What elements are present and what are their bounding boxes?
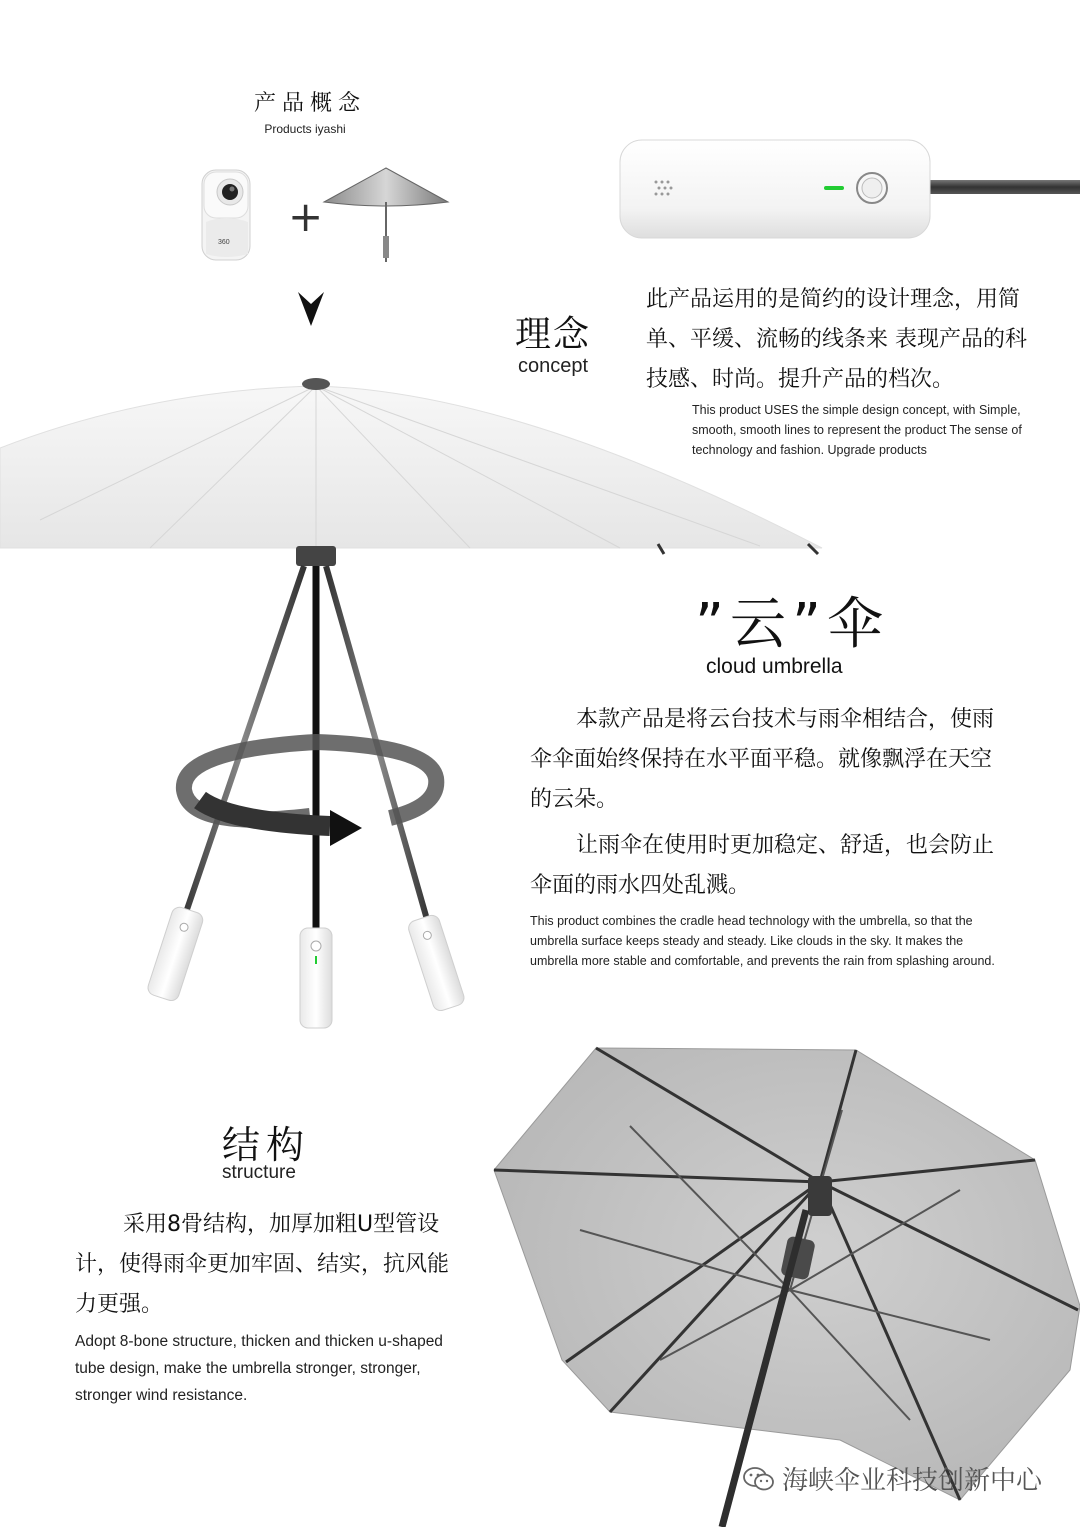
idea-title: 理念 bbox=[515, 314, 592, 355]
structure-title: 结构 bbox=[222, 1123, 311, 1167]
camera-illustration bbox=[196, 166, 256, 264]
idea-description-en: This product USES the simple design concept, with Simple, smooth, smooth lines to represent the product The sense of technology and fashion. Upgrade products bbox=[692, 403, 1022, 457]
wechat-icon bbox=[742, 1465, 776, 1493]
idea-description-zh: 此产品运用的是简约的设计理念，用简单、平缓、流畅的线条来 表现产品的科技感、时尚。提升产品的档次。 bbox=[646, 287, 1027, 392]
structure-subtitle: structure bbox=[222, 1162, 296, 1183]
watermark bbox=[742, 1460, 1042, 1497]
cloud-description-zh-2: 让雨伞在使用时更加稳定、舒适，也会防止伞面的雨水四处乱溅。 bbox=[530, 833, 995, 898]
plus-sign: + bbox=[288, 192, 324, 241]
cloud-description-zh-1: 本款产品是将云台技术与雨伞相结合，使雨伞伞面始终保持在水平面平稳。就像飘浮在天空的云朵。 bbox=[530, 707, 995, 812]
camera-logo: 360 bbox=[218, 239, 230, 246]
cloud-umbrella-title: ”云”伞 bbox=[695, 592, 890, 657]
concept-subtitle: Products iyashi bbox=[264, 122, 346, 136]
concept-title: 产品概念 bbox=[253, 91, 366, 116]
cloud-umbrella-subtitle: cloud umbrella bbox=[706, 655, 843, 678]
small-umbrella-illustration bbox=[320, 166, 452, 266]
down-arrow-icon bbox=[296, 290, 326, 328]
idea-subtitle: concept bbox=[518, 355, 589, 377]
structure-description-zh: 采用8骨结构，加厚加粗U型管设计，使得雨伞更加牢固、结实，抗风能力更强。 bbox=[75, 1212, 450, 1317]
watermark-text: 海峡伞业科技创新中心 bbox=[782, 1466, 1043, 1496]
structure-description-en: Adopt 8-bone structure, thicken and thicken u-shaped tube design, make the umbrella stronger, stronger, stronger wind resistance. bbox=[75, 1333, 443, 1404]
handle-closeup-illustration bbox=[616, 136, 1080, 242]
eight-rib-umbrella-illustration bbox=[490, 1040, 1080, 1527]
cloud-description-en: This product combines the cradle head technology with the umbrella, so that the umbrella surface keeps steady and steady. Like clouds in the sky. It makes the umbrella more stable and comfortable, and prevents the rain from splashing around. bbox=[530, 914, 995, 968]
